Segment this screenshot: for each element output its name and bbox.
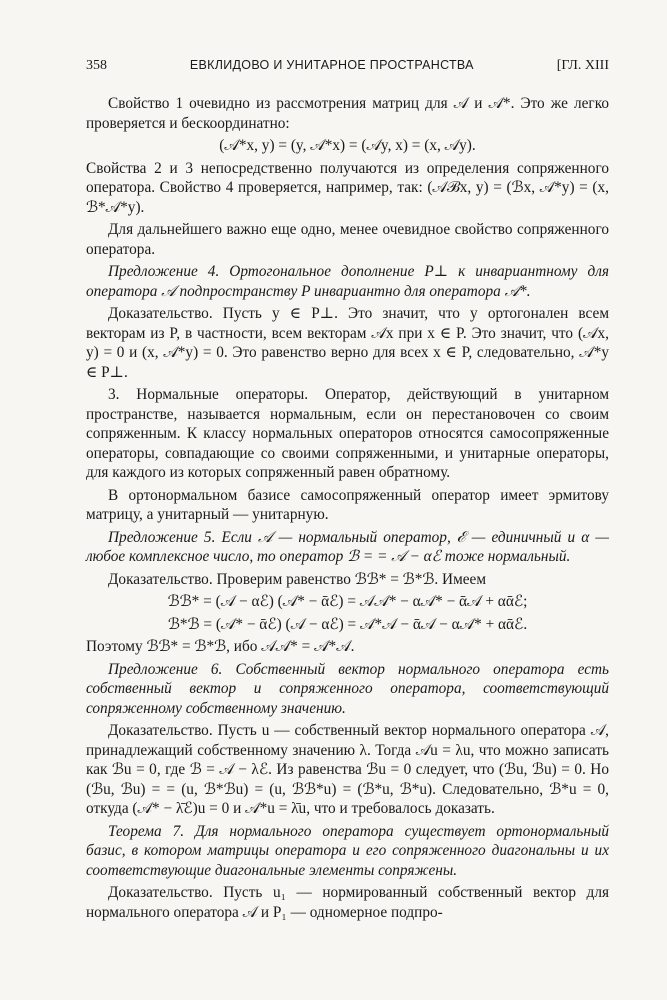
chapter-label: [ГЛ. XIII <box>556 58 609 73</box>
page-body <box>86 94 609 922</box>
page-number: 358 <box>86 58 107 73</box>
proposition-4: Предложение 4. Ортогональное дополнение P⊥ к инвариантному для оператора 𝒜 подпространству P инвариантно для оператора 𝒜*. <box>86 263 609 300</box>
theorem-7: Теорема 7. Для нормального оператора существует ортонормальный базис, в котором матрицы оператора и его сопряженного диагональны и их соответствующие диагональные элементы сопряжены. <box>86 822 609 879</box>
paragraph-therefore: Поэтому ℬℬ* = ℬ*ℬ, ибо 𝒜𝒜* = 𝒜*𝒜. <box>86 638 355 655</box>
page-header <box>86 58 609 74</box>
paragraph-further: Для дальнейшего важно еще одно, менее очевидное свойство сопряженного оператора. <box>86 221 609 258</box>
formula-bb-star: ℬℬ* = (𝒜 − αℰ) (𝒜* − ᾱℰ) = 𝒜𝒜* − α𝒜* − ᾱ𝒜 + αᾱℰ; <box>167 593 528 610</box>
proposition-6: Предложение 6. Собственный вектор нормального оператора есть собственный вектор и сопряженного оператора, соответствующий сопряженному собственному значению. <box>86 660 609 717</box>
proof-proposition-6: Доказательство. Пусть u — собственный вектор нормального оператора 𝒜, принадлежащий собственному значению λ. Тогда 𝒜u = λu, что можно записать как ℬu = 0, где ℬ = 𝒜 − λℰ. Из равенства ℬu = 0 следует, что (ℬu, ℬu) = 0. Но (ℬu, ℬu) = = (u, ℬ*ℬu) = (u, ℬℬ*u) = (ℬ*u, ℬ*u). Следовательно, ℬ*u = 0, откуда (𝒜* − λ̄ℰ)u = 0 и 𝒜*u = λ̄u, что и требовалось доказать. <box>86 722 609 817</box>
proof-theorem-7: Доказательство. Пусть u₁ — нормированный собственный вектор для нормального оператора 𝒜 и P₁ — одномерное подпро- <box>86 884 609 921</box>
paragraph-orthonormal-basis: В ортонормальном базисе самосопряженный оператор имеет эрмитову матрицу, а унитарный — унитарную. <box>86 486 609 523</box>
paragraph-property-1: Свойство 1 очевидно из рассмотрения матриц для 𝒜 и 𝒜*. Это же легко проверяется и бескоординатно: <box>86 95 609 132</box>
proposition-5: Предложение 5. Если 𝒜 — нормальный оператор, ℰ — единичный и α — любое комплексное число, то оператор ℬ = = 𝒜 − αℰ тоже нормальный. <box>86 528 609 565</box>
paragraph-properties-2-3-4: Свойства 2 и 3 непосредственно получаются из определения сопряженного оператора. Свойство 4 проверяется, например, так: (𝒜ℬx, y) = (ℬx, 𝒜*y) = (x, ℬ*𝒜*y). <box>86 159 609 216</box>
section-normal-operators: 3. Нормальные операторы. Оператор, действующий в унитарном пространстве, называется нормальным, если он перестановочен со своим сопряженным. К классу нормальных операторов относятся самосопряженные операторы, совпадающие со своими сопряженными, и унитарные операторы, для каждого из которых сопряженный равен обратному. <box>86 386 609 481</box>
proof-proposition-4: Доказательство. Пусть y ∈ P⊥. Это значит, что y ортогонален всем векторам из P, в частности, всем векторам 𝒜x при x ∈ P. Это значит, что (𝒜x, y) = 0 и (x, 𝒜*y) = 0. Это равенство верно для всех x ∈ P, следовательно, 𝒜*y ∈ P⊥. <box>86 305 609 381</box>
formula-adjoint: (𝒜*x, y) = (y, 𝒜*x) = (𝒜y, x) = (x, 𝒜y). <box>219 137 476 154</box>
running-title: ЕВКЛИДОВО И УНИТАРНОЕ ПРОСТРАНСТВА <box>189 58 474 72</box>
proof-proposition-5: Доказательство. Проверим равенство ℬℬ* = ℬ*ℬ. Имеем <box>108 570 487 588</box>
formula-b-star-b: ℬ*ℬ = (𝒜* − ᾱℰ) (𝒜 − αℰ) = 𝒜*𝒜 − ᾱ𝒜 − α𝒜* + αᾱℰ. <box>167 615 528 633</box>
